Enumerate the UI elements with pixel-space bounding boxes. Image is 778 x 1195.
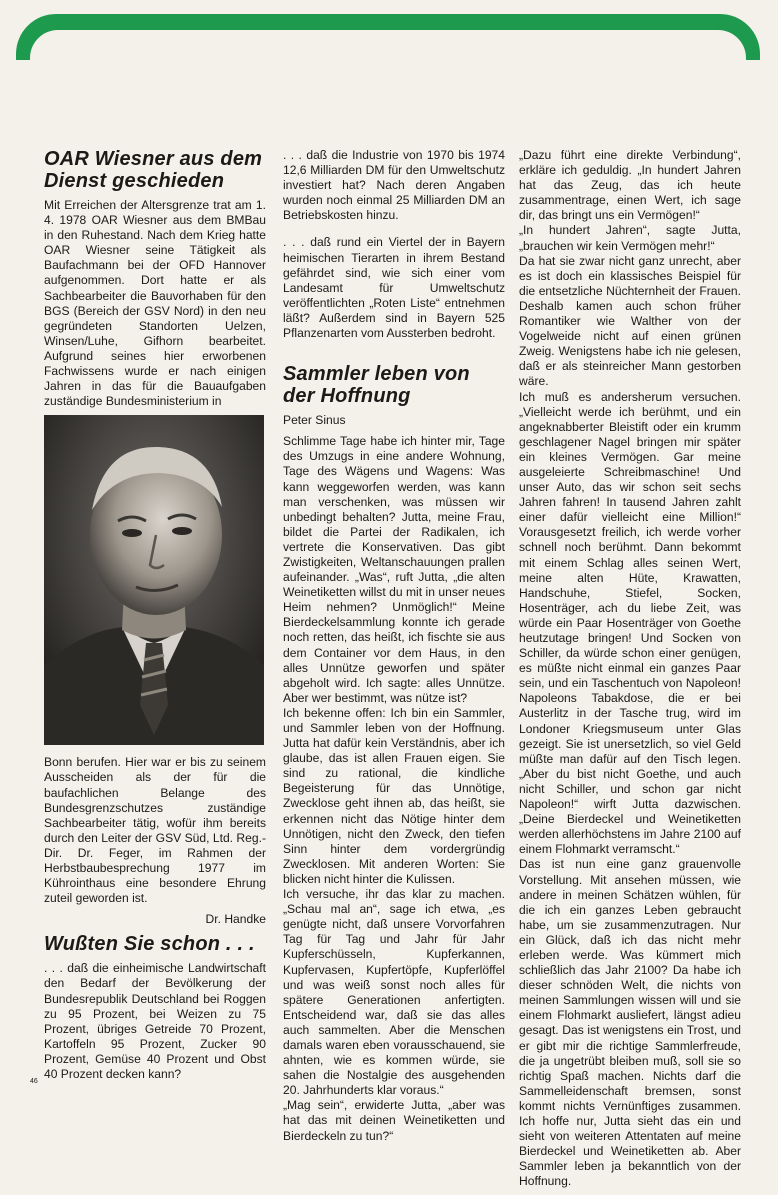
article-headline-wiesner: OAR Wiesner aus dem Dienst geschieden: [44, 148, 263, 192]
article-paragraph: . . . daß rund ein Viertel der in Bayern heimischen Tierarten in ihrem Bestand gefährdet sind, wie sich einer vom Landesamt für Umweltschutz veröffentlichten „Roten Liste“ entnehmen läßt? Außerdem sind in Bayern 525 Pflanzenarten vom Aussterben bedroht.: [283, 235, 505, 341]
article-paragraph: „Mag sein“, erwiderte Jutta, „aber was hat das mit deinen Weinetiketten und Bierdeckeln zu tun?“: [283, 1098, 505, 1143]
portrait-photo: [44, 415, 264, 745]
article-byline: Peter Sinus: [283, 413, 346, 428]
column-2: [283, 148, 505, 1150]
article-paragraph: Ich versuche, ihr das klar zu machen. „Schau mal an“, sage ich etwa, „es genügte nicht, daß unsere Vorvorfahren Tag für Tag und Jahr für Jahr Kupferschüsseln, Kupferkannen, Kupfervasen, Kupfertöpfe, Kupferlöffel und was weiß sonst noch alles für spätere Generationen anfertigten. Entscheidend war, daß sie das alles auch sammelten. Aber die Menschen damals waren eben vorausschauend, sie ahnten, wie es kommen würde, sie sahen die Nostalgie des ausgehenden 20. Jahrhunderts klar voraus.“: [283, 887, 505, 1098]
article-headline-sammler: Sammler leben von der Hoffnung: [283, 363, 470, 408]
article-paragraph: . . . daß die Industrie von 1970 bis 1974 12,6 Milliarden DM für den Umweltschutz investiert hat? Nach deren Angaben wurden noch einmal 25 Milliarden DM an Betriebskosten hinzu.: [283, 148, 505, 223]
article-signature: Dr. Handke: [205, 912, 266, 927]
article-paragraph: Da hat sie zwar nicht ganz unrecht, aber es ist doch ein klassisches Beispiel für die entsetzliche Nüchternheit der Frauen. Deshalb kamen auch schon früher Romantiker wie Walther von der Vogelweide nicht auf einen grünen Zweig. Wenigstens habe ich nie gelesen, daß er als steinreicher Mann gestorben wäre.: [519, 253, 741, 389]
article-paragraph: . . . daß die einheimische Landwirtschaft den Bedarf der Bevölkerung der Bundesrepublik Deutschland bei Roggen zu 95 Prozent, bei Weizen zu 75 Prozent, übriges Getreide 70 Prozent, Kartoffeln 95 Prozent, Zucker 90 Prozent, Gemüse 40 Prozent und Obst 40 Prozent decken kann?: [44, 961, 266, 1081]
article-paragraph: „Dazu führt eine direkte Verbindung“, erkläre ich geduldig. „In hundert Jahren hat das Zeug, das ich heute zusammentrage, einen Wert, ich sage dir, das bringt uns ein Vermögen!“: [519, 148, 741, 223]
column-1: [44, 148, 266, 1088]
page-number: 46: [30, 1078, 38, 1085]
article-paragraph: Bonn berufen. Hier war er bis zu seinem Ausscheiden als der für die baufachlichen Belange des Bundesgrenzschutzes zuständige Sachbearbeiter tätig, wofür ihm bereits durch den Leiter der GSV Süd, Ltd. Reg.-Dir. Dr. Feger, im Rahmen der Herbstbaubesprechung 1977 im Kührointhaus eine besondere Ehrung zuteil geworden ist.: [44, 755, 266, 906]
article-paragraph: Ich muß es andersherum versuchen. „Vielleicht werde ich berühmt, und ein angeknabberter Bleistift oder ein krumm geschlagener Nagel bringen mir später ein kleines Vermögen. Gar meine ausgeleierte Schreibmaschine! Und unser Auto, das wir schon seit sechs Jahren fahren! In tausend Jahren zahlt einer dafür vielleicht eine Million!“ Vorausgesetzt freilich, ich werde vorher schnell noch berühmt. Dann bekommt mit einem Schlag alles seinen Wert, meine alten Hüte, Krawatten, Handschuhe, Stiefel, Socken, Hosenträger, ach du liebe Zeit, was würde ein Paar Hosenträger von Goethe heutzutage bringen! Und Socken von Schiller, da würde schon einer genügen, es müßte nicht einmal ein ganzes Paar sein, und ein Taschentuch von Napoleon! Napoleons Tabakdose, die er bei Austerlitz in der Tasche trug, wird im Londoner Kriegsmuseum unter Glas gezeigt. Sie ist unersetzlich, so viel Geld müßte man dafür auf den Tisch legen. „Aber du bist nicht Goethe, und auch nicht Schiller, und schon gar nicht Napoleon!“ wirft Jutta dazwischen. „Deine Bierdeckel und Weinetiketten werden allerhöchstens im Jahre 2100 auf einem Flohmarkt verramscht.“: [519, 389, 741, 857]
article-paragraph: „In hundert Jahren“, sagte Jutta, „brauchen wir kein Vermögen mehr!“: [519, 223, 741, 253]
column-3: [519, 148, 741, 1195]
article-paragraph: Ich bekenne offen: Ich bin ein Sammler, und Sammler leben von der Hoffnung. Jutta hat dafür kein Verständnis, aber ich glaube, das ist allen Frauen eigen. Sie sind zu rational, die kindliche Begeisterung für das Unnötige, Zwecklose geht ihnen ab, das heißt, sie erkennen nicht das Nötige hinter dem Unnötigen, nicht den Zweck, den tiefen Sinn hinter dem vordergründig Zwecklosen. Mit anderen Worten: Sie blicken nicht hinter die Kulissen.: [283, 705, 505, 886]
article-paragraph: Das ist nun eine ganz grauenvolle Vorstellung. Mit ansehen müssen, wie andere in meinen Schätzen wühlen, für die ich ein ganzes Leben gebraucht habe, um sie zusammenzutragen. Nur ein Glück, daß ich das nicht mehr erleben werde. Was kümmert mich schließlich das Jahr 2100? Da habe ich dieser schnöden Welt, die nichts von meinen Sammlungen wissen will und sie einem Flohmarkt ausliefert, längst adieu gesagt. Das ist wenigstens ein Trost, und er gibt mir die richtige Sammlerfreude, die ja ungetrübt bleiben muß, soll sie so richtig Spaß machen. Nichts darf die Sammelleidenschaft bremsen, sonst kommt nichts Vernünftiges zusammen. Ich hoffe nur, Jutta sieht das ein und sieht von weiteren Attentaten auf meine Bierdeckel und Weinetiketten ab. Aber Sammler leben ja bekanntlich von der Hoffnung.: [519, 857, 741, 1189]
article-paragraph: Schlimme Tage habe ich hinter mir, Tage des Umzugs in eine andere Wohnung, Tage des Wägens und Wagens: Was kann weggeworfen werden, was kann man verschenken, was müssen wir unbedingt behalten? Jutta, meine Frau, bildet die Partei der Radikalen, ich vertrete die Konservativen. Das gibt Zwistigkeiten, Weltanschauungen prallen aufeinander. „Was“, ruft Jutta, „die alten Weinetiketten willst du mit in unser neues Heim nehmen? Unmöglich!“ Meine Bierdeckelsammlung konnte ich gerade noch retten, das heißt, ich fischte sie aus dem Container vor dem Haus, in den alles Unnütze geworfen und später abgeholt wird. Ich sagte: alles Unnütze. Aber wer bestimmt, was nütze ist?: [283, 434, 505, 705]
article-headline-wussten: Wußten Sie schon . . .: [44, 933, 255, 956]
article-paragraph: Mit Erreichen der Altersgrenze trat am 1. 4. 1978 OAR Wiesner aus dem BMBau in den Ruhestand. Nach dem Krieg hatte OAR Wiesner seine Tätigkeit als Baufachmann bei der OFD Hannover aufgenommen. Dort hatte er als Sachbearbeiter die Bauvorhaben für den BGS (Bereich der GSV Nord) in den neu gegründeten Standorten Uelzen, Winsen/Luhe, Gifhorn bearbeitet. Aufgrund seines hier erworbenen Fachwissens wurde er nach einigen Jahren in das für die Bauaufgaben zuständige Bundesministerium in: [44, 198, 266, 409]
